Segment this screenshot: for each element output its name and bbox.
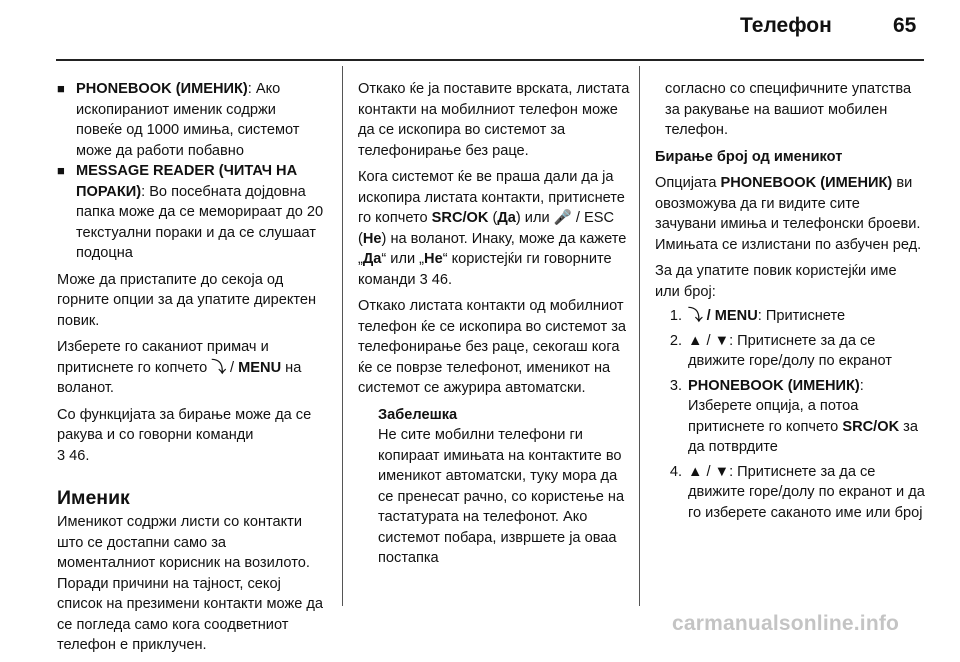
watermark: carmanualsonline.info	[672, 612, 900, 635]
src-ok-key: SRC/OK	[431, 210, 489, 226]
page-number: 65	[893, 14, 917, 37]
paragraph: Откако листата контакти од мобилниот телефон ќе се ископира во системот за телефонирање без раце, секогаш кога ќе се поврзе телефонот, именикот на системот се ажурира автоматски.	[358, 298, 627, 396]
column-1	[57, 79, 325, 662]
column-divider-2	[639, 66, 640, 606]
paragraph: Откако ќе ја поставите врската, листата контакти на мобилниот телефон може да се ископира во системот за телефонирање без раце.	[358, 81, 630, 159]
page-reference: 3 46.	[57, 447, 90, 464]
note-title: Забелешка	[378, 406, 458, 423]
bullet-square-icon: ■	[57, 163, 65, 178]
paragraph: Со функцијата за бирање може да се ракува и со говорни команди 3 46.	[57, 406, 312, 464]
paragraph: За да упатите повик користејќи име или број:	[655, 263, 897, 300]
paragraph: Именикот содржи листи со контакти што се достапни само за моменталниот корисник на возилото. Поради причини на тајност, секој список на презимени контакти може да се погледа само кога соодветниот телефон е приклучен.	[57, 514, 324, 653]
paragraph: Кога системот ќе ве праша дали да ја ископира листата контакти, притиснете го копчето SRC/OK (Да) или 🎤 / ESC (Не) на воланот. Инаку, може да кажете „Да“ или „Не“ користејќи ги говорните команди 3 46.	[358, 169, 627, 288]
call-button-icon: ⤵ /	[688, 308, 715, 324]
paragraph: Може да пристапите до секоја од горните опции за да упатите директен повик.	[57, 271, 317, 329]
bullet-message-reader	[57, 161, 325, 264]
note-text: Не сите мобилни телефони ги копираат имињата на контактите во именикот автоматски, туку мора да се пренесат рачно, со користење на тастатурата на телефонот. Ако системот побара, извршете ја оваа постапка	[378, 427, 625, 566]
column-3	[655, 79, 925, 523]
bullet-term: MESSAGE READER (ЧИТАЧ НА ПОРАКИ)	[76, 163, 298, 200]
section-heading-dial: Бирање број од именикот	[655, 148, 843, 165]
page-reference: 3 46.	[419, 271, 453, 288]
header-rule	[56, 59, 924, 61]
menu-key: MENU	[238, 359, 282, 376]
column-divider-1	[342, 66, 343, 606]
bullet-phonebook	[57, 79, 325, 161]
section-heading-imenik: Именик	[57, 487, 130, 509]
step-item: 1. ⤵ / MENU: Притиснете	[669, 308, 846, 324]
step-item: 4. ▲ / ▼: Притиснете за да се движите горе/долу по екранот и да го изберете саканото име или број	[669, 463, 925, 521]
paragraph: Опцијата PHONEBOOK (ИМЕНИК) ви овозможува да ги видите сите зачувани имиња и телефонски броеви. Имињата се излистани по азбучен ред.	[655, 175, 922, 253]
step-item: 2. ▲ / ▼: Притиснете за да се движите горе/долу по екранот	[669, 332, 892, 369]
note-box	[378, 405, 630, 569]
voice-button-icon: 🎤	[553, 210, 572, 226]
call-button-icon: ⤵	[211, 359, 226, 376]
arrow-up-down-icon: ▲ / ▼	[688, 463, 730, 480]
paragraph: согласно со специфичните упатства за ракување на вашиот мобилен телефон.	[665, 81, 912, 138]
arrow-up-down-icon: ▲ / ▼	[688, 332, 730, 349]
bullet-text: : Во посебната дојдовна папка може да се меморираат до 20 текстуални пораки и да се слушаат подоцна	[76, 183, 324, 261]
page-header-title: Телефон	[740, 14, 832, 37]
column-2	[358, 79, 630, 569]
bullet-term: PHONEBOOK (ИМЕНИК)	[76, 81, 248, 97]
step-item: 3. PHONEBOOK (ИМЕНИК): Изберете опција, а потоа притиснете го копчето SRC/OK за да потврдите	[669, 377, 918, 455]
bullet-text: : Ако ископираниот именик содржи повеќе од 1000 имиња, системот може да работи побавно	[76, 81, 300, 159]
paragraph: Изберете го саканиот примач и притиснете го копчето ⤵ / MENU на воланот.	[57, 339, 302, 396]
bullet-square-icon: ■	[57, 81, 65, 96]
